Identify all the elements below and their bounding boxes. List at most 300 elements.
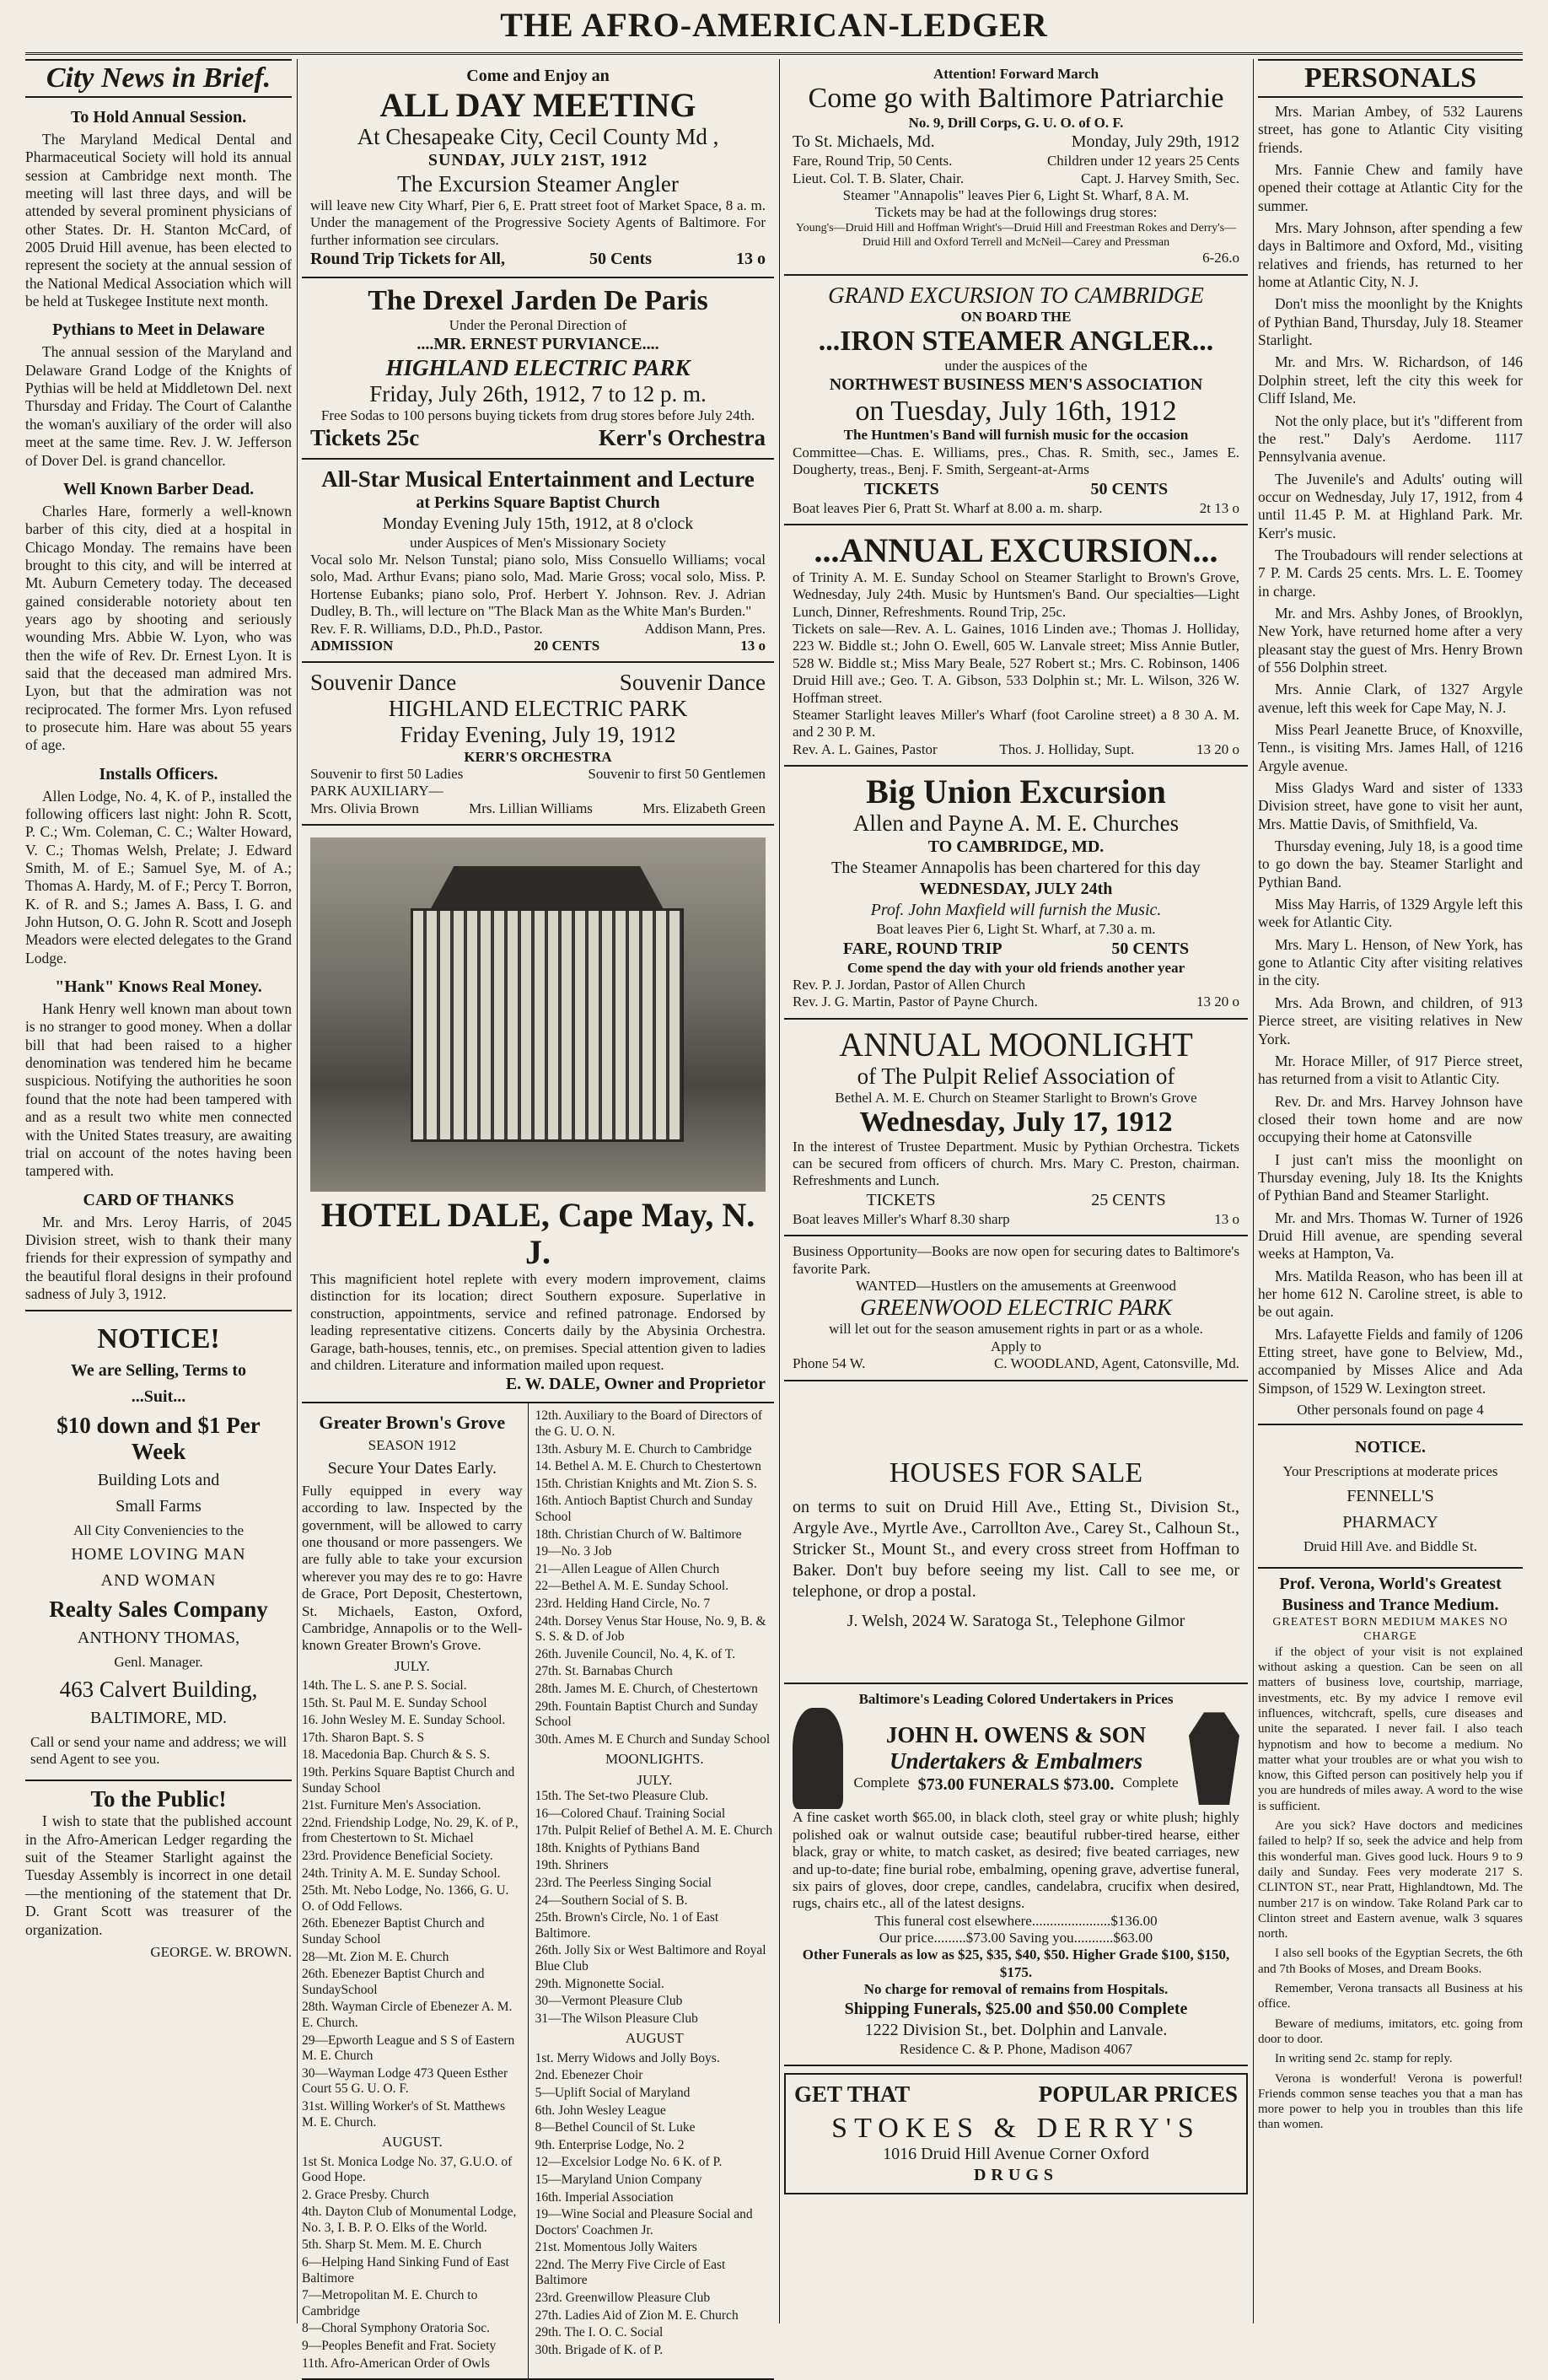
ad-line: 20 CENTS <box>534 637 600 654</box>
grove-col-1 <box>302 1403 529 2378</box>
ad-line: Monday Evening July 15th, 1912, at 8 o'clock <box>382 514 694 533</box>
ad-line: Kerr's Orchestra <box>598 424 766 450</box>
masthead-rule <box>25 52 1523 55</box>
ad-body: Business Opportunity—Books are now open for securing dates to Baltimore's favorite Park. <box>793 1243 1239 1277</box>
ad-line: 6-26.o <box>1202 250 1239 267</box>
mourner-illustration <box>793 1708 843 1809</box>
ad-body: I also sell books of the Egyptian Secrets, the 6th and 7th Books of Moses, and Dream Books. <box>1258 1947 1523 1976</box>
ad-line: KERR'S ORCHESTRA <box>464 748 612 765</box>
ad-line: TICKETS <box>866 1190 936 1209</box>
ad-row <box>793 1190 1239 1211</box>
ad-line: Other Funerals as low as $25, $35, $40, $50. Higher Grade $100, $150, $175. <box>802 1947 1230 1980</box>
personal-item: The Juvenile's and Adults' outing will occur on Wednesday, July 17, 1912, from 4 until 11.45 P. M. at Highland Park. Mr. Kerr's music. <box>1258 470 1523 541</box>
ad-row <box>793 1211 1239 1228</box>
ad-line: 13 o <box>735 250 766 269</box>
ad-line: PHARMACY <box>1342 1512 1438 1532</box>
ad-row <box>310 766 766 783</box>
ad-line: Phone 54 W. <box>793 1355 866 1372</box>
ad-body: Free Sodas to 100 persons buying tickets from drug stores before July 24th. <box>320 407 755 424</box>
personal-item: Mrs. Lafayette Fields and family of 1206 Etting street, have gone to Belview, Md., accompanied by Misses Alice and Ada Simpson, of 1529 W. Lexington street. <box>1258 1325 1523 1397</box>
schedule-item: 17th. Sharon Bapt. S. S <box>302 1730 425 1745</box>
schedule-item: 15th. The Set-two Pleasure Club. <box>535 1789 709 1804</box>
greenwood-ad <box>784 1236 1248 1381</box>
ad-body: A fine casket worth $65.00, in black cloth, steel gray or white plush; highly polished oak or walnut outside case; beautiful rubber-tired hearse, either black, gray or white, to match casket, as desired; five beated carriages, new and up-to-date; fine burial robe, embalming, opening grave, advertise funeral, six pairs of gloves, door crepe, candles, candelabra, crucifix when desired, rugs, chairs etc., all of the latest designs. <box>793 1809 1239 1912</box>
ad-body: Tickets on sale—Rev. A. L. Gaines, 1016 Linden ave.; Thomas J. Holliday, 223 W. Biddle st.; John O. Ewell, 605 W. Lanvale street; Miss Annie Butler, 528 W. Biddle st.; Miss Mary Beale, 527 Robert st.; Mrs. C. Robinson, 1406 Druid Hill ave.; Geo. T. A. Gibson, 533 Dolphin st.; Mr. L. Wilson, 326 W. Hoffman street. <box>793 621 1239 706</box>
schedule-item: 29—Epworth League and S S of Eastern M. E. Church <box>302 2033 515 2064</box>
grove-august-list <box>302 2155 523 2372</box>
public-title: To the Public! <box>90 1786 227 1812</box>
ad-line: Souvenir to first 50 Gentlemen <box>588 765 766 782</box>
annual-moonlight-ad <box>784 1020 1248 1236</box>
ad-headline: NOTICE. <box>1355 1438 1426 1457</box>
patriarchie-ad <box>784 59 1248 276</box>
brief-headline: Well Known Barber Dead. <box>62 479 255 498</box>
ad-headline: The Drexel Jarden De Paris <box>368 285 708 317</box>
personal-item: Miss May Harris, of 1329 Argyle left this week for Atlantic City. <box>1258 896 1523 931</box>
schedule-item: 18th. Knights of Pythians Band <box>535 1840 700 1855</box>
brief-body: The annual session of the Maryland and Delaware Grand Lodge of the Knights of Pythias will be held at Middletown Del. next Thursday and Friday. The Court of Calanthe the woman's auxiliary of the order will also meet at the same time. Rev. J. W. Jefferson of Dover Del. is grand chancellor. <box>25 343 292 469</box>
ad-body: if the object of your visit is not explained without asking a question. Can be seen on all matters of business love, courtship, marriage, investments, etc. By my advice I remove evil influences, witchcraft, spells, cure diseases and unite the separated. I never fail. I also teach hypnotism and how to become a medium. No matter what your troubles are or what you wish to know, this Gifted person can positively help you if you are hundreds of miles away. A word to the wise is sufficient. <box>1258 1645 1523 1813</box>
schedule-item: 16th. Imperial Association <box>535 2189 674 2205</box>
ad-line: of The Pulpit Relief Association of <box>857 1063 1175 1089</box>
personal-item: Miss Pearl Jeanette Bruce, of Knoxville, Tenn., is visiting Mrs. James Hall, of 1216 Argyle avenue. <box>1258 721 1523 774</box>
brief-headline: To Hold Annual Session. <box>70 108 247 127</box>
schedule-item: 26th. Jolly Six or West Baltimore and Royal Blue Club <box>535 1943 766 1973</box>
schedule-item: 8—Choral Symphony Oratoria Soc. <box>302 2321 491 2336</box>
ad-line: WANTED—Hustlers on the amusements at Greenwood <box>855 1277 1177 1294</box>
schedule-item: 12th. Auxiliary to the Board of Directors of the G. U. O. N. <box>535 1408 763 1439</box>
ad-headline: Big Union Excursion <box>866 773 1166 811</box>
ad-body: of Trinity A. M. E. Sunday School on Steamer Starlight to Brown's Grove, Wednesday, July 24th. Music by Huntsmen's Band. Our specialties—Light Lunch, Dinner, Refreshments. Round Trip, 25c. <box>793 568 1239 620</box>
ads-column-2 <box>302 59 774 2371</box>
ad-row <box>853 1774 1178 1796</box>
realty-ad <box>25 1310 292 1781</box>
ad-line: Tickets 25c <box>310 424 420 450</box>
ad-line: Round Trip Tickets for All, <box>310 250 505 269</box>
ad-line: Rev. P. J. Jordan, Pastor of Allen Church <box>793 977 1026 993</box>
personals-column <box>1258 59 1523 2323</box>
personal-item: Thursday evening, July 18, is a good time to go down the bay. Steamer Starlight and Pythian Band. <box>1258 837 1523 891</box>
cambridge-ad <box>784 276 1248 525</box>
schedule-item: 8—Bethel Council of St. Luke <box>535 2120 696 2135</box>
ad-line: Bethel A. M. E. Church on Steamer Starlight to Brown's Grove <box>835 1089 1197 1106</box>
schedule-item: 13th. Asbury M. E. Church to Cambridge <box>535 1441 752 1457</box>
ad-headline: JOHN H. OWENS & SON <box>885 1721 1147 1747</box>
schedule-item: 9th. Enterprise Lodge, No. 2 <box>535 2137 685 2152</box>
realty-line: AND WOMAN <box>100 1571 217 1591</box>
schedule-item: 5—Uplift Social of Maryland <box>535 2085 691 2100</box>
ad-line: FENNELL'S <box>1346 1486 1434 1505</box>
realty-line: HOME LOVING MAN <box>71 1545 246 1564</box>
realty-line: ANTHONY THOMAS, <box>77 1629 240 1648</box>
ad-line: Rev. F. R. Williams, D.D., Ph.D., Pastor. <box>310 620 543 637</box>
schedule-item: 22nd. Friendship Lodge, No. 29, K. of P., from Chestertown to St. Michael <box>302 1815 519 1846</box>
ad-line: Tickets may be had at the followings drug stores: <box>874 204 1158 221</box>
schedule-item: 14. Bethel A. M. E. Church to Chestertown <box>535 1459 761 1474</box>
ad-headline: HOUSES FOR SALE <box>889 1457 1143 1489</box>
ad-body: Committee—Chas. E. Williams, pres., Chas. R. Smith, sec., James E. Dougherty, treas., Benj. F. Smith, Sergeant-at-Arms <box>793 444 1239 478</box>
personals-items <box>1258 103 1523 1397</box>
ad-line: HIGHLAND ELECTRIC PARK <box>385 355 691 381</box>
schedule-item: 26th. Ebenezer Baptist Church and Sunday School <box>302 1916 485 1947</box>
grove-season: SEASON 1912 <box>368 1437 456 1454</box>
ad-headline: All-Star Musical Entertainment and Lecture <box>321 466 755 492</box>
ad-headline: GREENWOOD ELECTRIC PARK <box>860 1295 1172 1321</box>
ad-line: ON BOARD THE <box>960 308 1072 325</box>
ad-line: at Perkins Square Baptist Church <box>416 493 660 512</box>
ad-line: SUNDAY, JULY 21ST, 1912 <box>427 151 648 170</box>
public-signature: GEORGE. W. BROWN. <box>150 1943 292 1960</box>
ad-line: 13 o <box>740 637 766 654</box>
big-union-ad <box>784 767 1248 1020</box>
ad-line: POPULAR PRICES <box>1038 2081 1238 2108</box>
owens-undertaker-ad <box>784 1684 1248 2066</box>
grove-moon-list <box>535 1789 774 2027</box>
ad-row <box>793 993 1239 1010</box>
column-rule <box>779 59 780 2323</box>
ad-line: Monday, July 29th, 1912 <box>1071 132 1239 152</box>
city-news-column <box>25 59 292 2323</box>
schedule-item: 7—Metropolitan M. E. Church to Cambridge <box>302 2288 478 2318</box>
ad-line: J. Welsh, 2024 W. Saratoga St., Telephone Gilmor <box>847 1611 1185 1630</box>
ad-line: DRUGS <box>973 2166 1058 2185</box>
ad-body: Remember, Verona transacts all Business at his office. <box>1258 1982 1523 2011</box>
ad-body: on terms to suit on Druid Hill Ave., Etting St., Division St., Argyle Ave., Myrtle Ave., Carrollton Ave., Carey St., Calhoun St., Stricker St., Mount St., and every cross street from Hoffman to Baker. Don't buy before seeing my list. Call to see me, or telephone, or drop a postal. <box>793 1497 1239 1601</box>
ad-line: 13 20 o <box>1196 740 1239 757</box>
brief-body: Hank Henry well known man about town is no stranger to good money. When a dollar bill that had been raised to a higher denomination was tendered him he became suspicious. Notifying the authorities he soon found that the note had been tampered with and as a result two white men connected with the United States treasury, are awaiting trial on account of the notes having been tampered with. <box>25 1000 292 1180</box>
ad-line: 1016 Druid Hill Avenue Corner Oxford <box>883 2145 1149 2164</box>
schedule-item: 1st St. Monica Lodge No. 37, G.U.O. of Good Hope. <box>302 2154 513 2185</box>
hotel-body: This magnificient hotel replete with every modern improvement, claims distinction for its location; direct Southern exposure. Superlative in construction, appointments, service and refined patronage. Endorsed by leading representative citizens. Concerts daily by the Abysinia Orchestra. Garage, bath-houses, tennis, etc., on premises. Special attention given to ladies and children. Literature and information mailed upon request. <box>310 1271 766 1374</box>
ad-line: GET THAT <box>794 2081 911 2108</box>
grove-moon-july: JULY. <box>637 1771 673 1788</box>
ad-line: Your Prescriptions at moderate prices <box>1282 1463 1498 1480</box>
ad-line: GREATEST BORN MEDIUM MAKES NO CHARGE <box>1272 1616 1508 1643</box>
ad-headline: STOKES & DERRY'S <box>831 2113 1201 2145</box>
ad-line: 50 CENTS <box>1111 939 1190 958</box>
ad-line: Baltimore's Leading Colored Undertakers in Prices <box>858 1690 1174 1707</box>
schedule-item: 19th. Shriners <box>535 1858 609 1873</box>
schedule-item: 30th. Ames M. E Church and Sunday School <box>535 1731 771 1747</box>
all-day-meeting-ad <box>302 59 774 278</box>
to-the-public <box>25 1781 292 1966</box>
ad-line: Come and Enjoy an <box>466 67 610 85</box>
schedule-item: 5th. Sharp St. Mem. M. E. Church <box>302 2237 482 2253</box>
personal-item: Don't miss the moonlight by the Knights of Pythian Band, Thursday, July 18. Steamer Starlight. <box>1258 295 1523 349</box>
personal-item: Mr. and Mrs. W. Richardson, of 146 Dolphin street, left the city this week for Cliff Island, Me. <box>1258 353 1523 407</box>
ad-line: Addison Mann, Pres. <box>644 620 766 637</box>
schedule-item: 19—Wine Social and Pleasure Social and Doctors' Coachmen Jr. <box>535 2207 753 2237</box>
ad-line: 1222 Division St., bet. Dolphin and Lanvale. <box>864 2020 1168 2039</box>
ad-line: WEDNESDAY, JULY 24th <box>919 880 1113 899</box>
hotel-building <box>411 908 684 1142</box>
ad-body: Are you sick? Have doctors and medicines failed to help? If so, seek the advice and help from this wonderful man. Gives good luck. Hours 9 to 9 daily and Sunday. Fees very moderate 217 S. CLINTON ST., near Pratt, Highlandtown, Md. The number 217 is on window. Take Roland Park car to Clinton street and Eastern avenue, walk 3 squares north. <box>1258 1819 1523 1941</box>
schedule-item: 18th. Christian Church of W. Baltimore <box>535 1527 742 1542</box>
owens-heading <box>853 1722 1178 1796</box>
realty-line: Call or send your name and address; we will send Agent to see you. <box>30 1733 287 1767</box>
schedule-item: 16—Colored Chauf. Training Social <box>535 1806 726 1821</box>
ad-line: Lieut. Col. T. B. Slater, Chair. <box>793 170 965 186</box>
ad-headline: Come go with Baltimore Patriarchie <box>808 83 1224 115</box>
ad-line: Boat leaves Miller's Wharf 8.30 sharp <box>793 1210 1010 1227</box>
ad-line: FARE, ROUND TRIP <box>842 939 1002 958</box>
ad-line: Attention! Forward March <box>933 66 1099 82</box>
ad-line: This funeral cost elsewhere......................$136.00 <box>874 1912 1158 1929</box>
schedule-item: 23rd. Providence Beneficial Society. <box>302 1849 493 1864</box>
schedule-item: 29th. Fountain Baptist Church and Sunday School <box>535 1699 758 1730</box>
brief-body: Allen Lodge, No. 4, K. of P., installed the following officers last night: John R. Scott, P. C.; Wm. Coleman, C. C.; Walter Howard, V. C.; Thomas Welsh, Prelate; J. Edward Smith, M. of E.; Samuel Sye, M. of A.; Thomas A. Hardy, M. of F.; Percy T. Borron, K. of R. and S.; James A. Bass, I. G. and John Hutson, O. G. John R. Scott and Joseph Meadors were elected delegates to the Grand Lodge. <box>25 787 292 967</box>
ad-row <box>310 621 766 638</box>
brief-headline: CARD OF THANKS <box>83 1190 234 1209</box>
ad-line: Complete <box>853 1774 910 1790</box>
ad-line: Rev. A. L. Gaines, Pastor <box>793 740 938 757</box>
verona-ad <box>1258 1569 1523 2142</box>
ad-line: on Tuesday, July 16th, 1912 <box>855 395 1177 427</box>
ad-line: TO CAMBRIDGE, MD. <box>927 837 1105 857</box>
realty-address: 463 Calvert Building, <box>59 1676 258 1702</box>
ad-line: The Huntmen's Band will furnish music for the occasion <box>843 427 1189 444</box>
ad-row <box>793 1708 1239 1809</box>
schedule-item: 23rd. Greenwillow Pleasure Club <box>535 2291 711 2306</box>
schedule-item: 22—Bethel A. M. E. Sunday School. <box>535 1579 729 1594</box>
schedule-item: 6—Helping Hand Sinking Fund of East Baltimore <box>302 2255 509 2286</box>
ad-row <box>793 1355 1239 1372</box>
schedule-item: 2. Grace Presby. Church <box>302 2187 429 2202</box>
personal-item: Rev. Dr. and Mrs. Harvey Johnson have closed their town home and are now occupying their home at Catonsville <box>1258 1092 1523 1146</box>
schedule-item: 28th. Wayman Circle of Ebenezer A. M. E. Church. <box>302 2000 513 2030</box>
ad-body: Steamer Starlight leaves Miller's Wharf (foot Caroline street) a 8 30 A. M. and 2 30 P. M. <box>793 707 1239 740</box>
ad-line: No charge for removal of remains from Hospitals. <box>863 1981 1169 1998</box>
grove-july-list <box>302 1678 523 2130</box>
brief-body: Mr. and Mrs. Leroy Harris, of 2045 Division street, wish to thank their many friends for their expression of sympathy and the beautiful floral designs in their profound sadness of July 3, 1912. <box>25 1213 292 1302</box>
hotel-signature: E. W. DALE, Owner and Proprietor <box>505 1375 766 1394</box>
realty-notice-title: NOTICE! <box>97 1323 220 1355</box>
browns-grove-ad <box>302 1403 774 2380</box>
personal-item: Mr. and Mrs. Thomas W. Turner of 1926 Druid Hill avenue, are spending several weeks at Hampton, Va. <box>1258 1209 1523 1263</box>
personal-item: Miss Gladys Ward and sister of 1333 Division street, have gone to visit her aunt, Mrs. Mattie Davis, of Smithfield, Va. <box>1258 779 1523 832</box>
brief-headline: Pythians to Meet in Delaware <box>52 320 265 340</box>
grove-moonlights: MOONLIGHTS. <box>605 1751 704 1768</box>
schedule-item: 28—Mt. Zion M. E. Church <box>302 1949 449 1964</box>
ad-line: Mrs. Lillian Williams <box>469 800 593 816</box>
schedule-item: 15th. St. Paul M. E. Sunday School <box>302 1695 487 1710</box>
ad-row <box>793 153 1239 170</box>
personal-item: Mrs. Mary Johnson, after spending a few days in Baltimore and Oxford, Md., visiting relatives and friends, has returned to her home at Atlantic City, N. J. <box>1258 219 1523 291</box>
souvenir-dance-ad <box>302 663 774 826</box>
ad-body: will leave new City Wharf, Pier 6, E. Pratt street foot of Market Space, 8 a. m. Under the management of the Progressive Society Agents of Baltimore. For further information see circulars. <box>310 197 766 248</box>
ad-line: will let out for the season amusement rights in part or as a whole. <box>829 1321 1203 1338</box>
ad-line: Mrs. Olivia Brown <box>310 800 419 816</box>
public-body: I wish to state that the published account in the Afro-American Ledger regarding the suit of the Steamer Starlight against the Tuesday Assembly is incorrect in one detail—the mentioning of the statement that Dr. D. Grant Scott was treasurer of the organization. <box>25 1812 292 1938</box>
ad-row <box>310 800 766 817</box>
grove-col-2 <box>535 1403 774 2378</box>
ad-line: TICKETS <box>863 479 939 498</box>
ad-line: Souvenir Dance <box>619 670 766 696</box>
ad-body: In the interest of Trustee Department. Music by Pythian Orchestra. Tickets can be secured from officers of church. Mrs. Mary C. Preston, chairman. Refreshments and Lunch. <box>793 1138 1239 1189</box>
ad-line: Prof. John Maxfield will furnish the Music. <box>870 901 1162 920</box>
ad-line: Thos. J. Holliday, Supt. <box>999 740 1135 757</box>
schedule-item: 26th. Juvenile Council, No. 4, K. of T. <box>535 1646 736 1661</box>
brief-headline: Installs Officers. <box>99 764 218 783</box>
grove-secure: Secure Your Dates Early. <box>327 1458 497 1478</box>
schedule-item: 24th. Dorsey Venus Star House, No. 9, B. & S. S. & D. of Job <box>535 1613 766 1645</box>
ad-line: 50 Cents <box>589 250 652 269</box>
annual-excursion-ad <box>784 525 1248 767</box>
personal-item: Mrs. Ada Brown, and children, of 913 Pierce street, are visiting relatives in New York. <box>1258 993 1523 1047</box>
all-star-ad <box>302 460 774 664</box>
grove-moon-august: AUGUST <box>625 2030 684 2047</box>
ad-row <box>310 638 766 654</box>
schedule-item: 16. John Wesley M. E. Sunday School. <box>302 1713 506 1728</box>
ad-row <box>793 170 1239 187</box>
ad-line: Our price.........$73.00 Saving you...........$63.00 <box>879 1930 1153 1947</box>
schedule-item: 14th. The L. S. ane P. S. Social. <box>302 1678 467 1693</box>
ad-line: To St. Michaels, Md. <box>793 132 935 152</box>
ad-line: No. 9, Drill Corps, G. U. O. of O. F. <box>908 114 1124 131</box>
ad-line: Boat leaves Pier 6, Pratt St. Wharf at 8.00 a. m. sharp. <box>793 499 1103 516</box>
ad-line: Wednesday, July 17, 1912 <box>859 1107 1173 1139</box>
schedule-item: 27th. St. Barnabas Church <box>535 1664 673 1679</box>
realty-line: BALTIMORE, MD. <box>89 1708 228 1727</box>
schedule-item: 21st. Momentous Jolly Waiters <box>535 2240 697 2255</box>
schedule-item: 21—Allen League of Allen Church <box>535 1561 720 1576</box>
ad-line: Mrs. Elizabeth Green <box>642 800 766 816</box>
ad-line: Fare, Round Trip, 50 Cents. <box>793 153 953 170</box>
hotel-photo <box>310 837 766 1192</box>
ad-line: Steamer "Annapolis" leaves Pier 6, Light St. Wharf, 8 A. M. <box>842 186 1190 203</box>
personal-item: I just can't miss the moonlight on Thursday evening, July 18. Its the Knights of Pythian Band and Steamer Starlight. <box>1258 1150 1523 1204</box>
ad-line: Complete <box>1122 1774 1179 1790</box>
grove-moon-august-list <box>535 2051 774 2359</box>
ad-line: Souvenir to first 50 Ladies <box>310 765 464 782</box>
brief-body: The Maryland Medical Dental and Pharmaceutical Society will hold its annual session at Cambridge next month. The meeting will last three days, and will be attended by several prominent physicians of other States. Dr. H. Stanton McCard, of 2005 Druid Hill avenue, has been elected to represent the society at the annual session of the National Medical Association which will be held at Tuskegee Institute next month. <box>25 131 292 310</box>
realty-line: All City Conveniencies to the <box>73 1521 245 1538</box>
personals-more: Other personals found on page 4 <box>1258 1402 1523 1425</box>
ad-headline: GRAND EXCURSION TO CAMBRIDGE <box>828 282 1204 308</box>
ad-body: In writing send 2c. stamp for reply. <box>1275 2052 1453 2066</box>
ad-line: Apply to <box>991 1338 1041 1354</box>
column-rule <box>297 59 298 2323</box>
personal-item: Mr. Horace Miller, of 917 Pierce street, has returned from a visit to Atlantic City. <box>1258 1052 1523 1088</box>
schedule-item: 24th. Trinity A. M. E. Sunday School. <box>302 1866 501 1881</box>
ad-line: Friday, July 26th, 1912, 7 to 12 p. m. <box>369 381 707 407</box>
personal-item: Mrs. Matilda Reason, who has been ill at her home 612 N. Caroline street, is able to be out again. <box>1258 1267 1523 1321</box>
realty-terms: $10 down and $1 Per Week <box>56 1412 261 1464</box>
grove-august: AUGUST. <box>381 2134 443 2151</box>
personal-item: Mrs. Annie Clark, of 1327 Argyle avenue, left this week for Cape May, N. J. <box>1258 681 1523 716</box>
ad-headline: ALL DAY MEETING <box>379 86 696 124</box>
ad-line: The Steamer Annapolis has been chartered for this day <box>831 859 1201 878</box>
schedule-item: 30—Vermont Pleasure Club <box>535 1994 683 2009</box>
schedule-item: 23rd. Helding Hand Circle, No. 7 <box>535 1596 711 1611</box>
realty-line: Genl. Manager. <box>114 1654 203 1671</box>
ad-row <box>793 500 1239 517</box>
schedule-item: 18. Macedonia Bap. Church & S. S. <box>302 1747 491 1763</box>
hotel-dale-ad <box>302 826 774 1403</box>
schedule-item: 17th. Pulpit Relief of Bethel A. M. E. Church <box>535 1823 773 1839</box>
ad-line: At Chesapeake City, Cecil County Md , <box>357 124 719 149</box>
schedule-item: 28th. James M. E. Church, of Chestertown <box>535 1681 758 1696</box>
ad-body: Vocal solo Mr. Nelson Tunstal; piano solo, Miss Consuello Williams; vocal solo, Mad. Arthur Evans; piano solo, Mad. Marie Gross; vocal solo, Miss. P. Hortense Eubanks; piano solo, Prof. Herbert Y. Johnson. Rev. J. Adrian Dudley, B. Th., will lecture on "The Black Man as the White Man's Burden." <box>310 552 766 620</box>
ad-line: ...IRON STEAMER ANGLER... <box>818 326 1214 358</box>
ad-line: Capt. J. Harvey Smith, Sec. <box>1081 170 1239 186</box>
schedule-item: 31st. Willing Worker's of St. Matthews M. E. Church. <box>302 2098 506 2130</box>
ad-line: Residence C. & P. Phone, Madison 4067 <box>899 2040 1133 2057</box>
schedule-item: 9—Peoples Benefit and Frat. Society <box>302 2339 497 2354</box>
ad-line: 13 o <box>1214 1210 1239 1227</box>
schedule-item: 25th. Brown's Circle, No. 1 of East Baltimore. <box>535 1910 719 1941</box>
schedule-item: 19th. Perkins Square Baptist Church and Sunday School <box>302 1765 515 1796</box>
schedule-item: 25th. Mt. Nebo Lodge, No. 1366, G. U. O. of Odd Fellows. <box>302 1883 509 1914</box>
schedule-item: 30—Wayman Lodge 473 Queen Esther Court 55 G. U. O. F. <box>302 2065 508 2097</box>
hotel-title: HOTEL DALE, Cape May, N. J. <box>320 1196 755 1272</box>
ad-line: Undertakers & Embalmers <box>889 1747 1142 1774</box>
ad-line: Young's—Druid Hill and Hoffman Wright's—Druid Hill and Freestman Rokes and Derry's—Druid Hill and Oxford Terrell and McNeil—Carey and Pressman <box>795 221 1237 249</box>
ad-row <box>793 479 1239 500</box>
schedule-item: 15th. Christian Knights and Mt. Zion S. S. <box>535 1476 757 1491</box>
ad-line: The Excursion Steamer Angler <box>397 171 679 197</box>
personal-item: Mrs. Marian Ambey, of 532 Laurens street, has gone to Atlantic City visiting friends. <box>1258 103 1523 156</box>
schedule-item: 4th. Dayton Club of Monumental Lodge, No. 3, I. B. P. O. Elks of the World. <box>302 2205 517 2235</box>
schedule-item: 29th. The I. O. C. Social <box>535 2325 664 2340</box>
ad-line: ....MR. ERNEST PURVIANCE.... <box>417 335 659 354</box>
ad-line: Druid Hill Ave. and Biddle St. <box>1303 1537 1478 1554</box>
ad-headline: ...ANNUAL EXCURSION... <box>814 530 1218 569</box>
schedule-item: 30th. Brigade of K. of P. <box>535 2342 664 2357</box>
schedule-item: 21st. Furniture Men's Association. <box>302 1798 481 1813</box>
ad-line: C. WOODLAND, Agent, Catonsville, Md. <box>993 1355 1239 1372</box>
ad-line: 50 CENTS <box>1090 479 1169 498</box>
ad-line: under the auspices of the <box>944 357 1088 374</box>
drexel-ad <box>302 278 774 459</box>
ad-row <box>793 741 1239 758</box>
grove-august-list-2 <box>535 1408 774 1747</box>
schedule-item: 22nd. The Merry Five Circle of East Baltimore <box>535 2257 726 2288</box>
brief-body: Charles Hare, formerly a well-known barber of this city, died at a hospital in Chicago Monday. The remains have been brought to this city, and will be interred at Mt. Auburn Cemetery today. The deceased gained considerable notoriety about ten years ago by shooting and seriously wounding Mrs. Abbie W. Lyon, who was then the wife of Rev. Dr. Ernest Lyon. It is said that the deceased man admired Mrs. Lyon, but that the admiration was not reciprocated. The former Mrs. Lyon refused to prosecute him. Hare was about 55 years of age. <box>25 502 292 754</box>
grove-intro: Fully equipped in every way according to law. Inspected by the government, will be allowed to carry one thousand or more passengers. We are fully able to take your excursion wherever you may des re to go: Havre de Grace, Port Deposit, Chestertown, St. Michaels, Easton, Oxford, Cambridge, Annapolis or to the Well-known Greater Brown's Grove. <box>302 1482 523 1654</box>
stokes-derry-ad <box>784 2073 1248 2194</box>
ad-row <box>310 670 766 696</box>
realty-line: Small Farms <box>116 1496 202 1516</box>
ad-headline: HIGHLAND ELECTRIC PARK <box>388 696 688 722</box>
ad-line: 25 CENTS <box>1091 1190 1166 1209</box>
personal-item: Not the only place, but it's "different from the rest." Daly's Aerdome. 1117 Pennsylvania avenue. <box>1258 412 1523 466</box>
ad-body: Beware of mediums, imitators, etc. going from door to door. <box>1258 2017 1523 2046</box>
ad-row <box>793 132 1239 153</box>
masthead: THE AFRO-AMERICAN-LEDGER <box>500 6 1048 44</box>
coffin-illustration <box>1189 1712 1239 1805</box>
realty-line: Building Lots and <box>97 1470 220 1489</box>
schedule-item: 1st. Merry Widows and Jolly Boys. <box>535 2050 720 2065</box>
personal-item: The Troubadours will render selections at 7 P. M. Cards 25 cents. Mrs. L. E. Toomey in charge. <box>1258 546 1523 600</box>
schedule-item: 23rd. The Peerless Singing Social <box>535 1876 712 1891</box>
ad-line: ADMISSION <box>310 637 394 654</box>
ad-row <box>310 425 766 451</box>
schedule-item: 12—Excelsior Lodge No. 6 K. of P. <box>535 2155 723 2170</box>
ad-line: Rev. J. G. Martin, Pastor of Payne Church. <box>793 993 1038 1010</box>
ad-headline: ANNUAL MOONLIGHT <box>839 1025 1193 1063</box>
ad-line: $73.00 FUNERALS $73.00. <box>917 1774 1115 1794</box>
schedule-item: 11th. Afro-American Order of Owls <box>302 2356 490 2371</box>
ad-line: Friday Evening, July 19, 1912 <box>400 722 676 748</box>
ad-row <box>310 249 766 270</box>
grove-july: JULY. <box>394 1657 430 1674</box>
fennell-pharmacy-ad <box>1258 1425 1523 1569</box>
city-news-items <box>25 108 292 1303</box>
schedule-item: 2nd. Ebenezer Choir <box>535 2068 643 2083</box>
ad-line: Children under 12 years 25 Cents <box>1046 153 1239 170</box>
ad-headline: Prof. Verona, World's Greatest Business and Trance Medium. <box>1279 1575 1502 1615</box>
